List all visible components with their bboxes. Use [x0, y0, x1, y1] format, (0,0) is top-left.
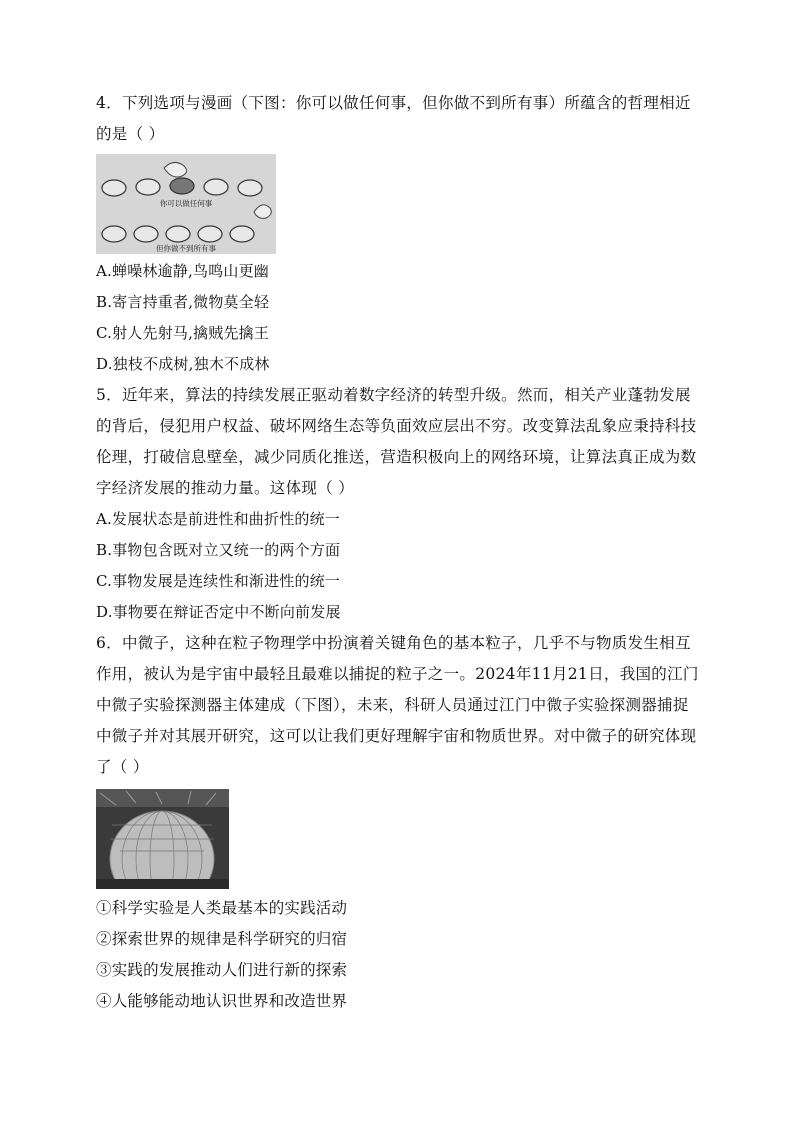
photo-bottom	[96, 879, 229, 889]
question-4-option-c: C.射人先射马,擒贼先擒王	[96, 324, 270, 342]
question-4-stem: 4．下列选项与漫画（下图：你可以做任何事，但你做不到所有事）所蕴含的哲理相近的是（ ）	[96, 94, 691, 143]
question-4-option-d: D.独枝不成树,独木不成林	[96, 355, 270, 373]
cartoon-circle	[102, 226, 126, 242]
cartoon-circle	[102, 180, 126, 196]
question-5-option-d: D.事物要在辩证否定中不断向前发展	[96, 603, 341, 621]
question-4-option-b: B.寄言持重者,微物莫全轻	[96, 293, 270, 311]
cartoon-circle	[136, 179, 160, 195]
cartoon-circle	[204, 179, 228, 195]
cartoon-circle	[230, 226, 254, 242]
exam-page	[96, 88, 700, 1017]
question-4-option-a: A.蝉噪林逾静,鸟鸣山更幽	[96, 262, 269, 280]
cartoon-circle	[198, 226, 222, 242]
question-6-statement-3: ③实践的发展推动人们进行新的探索	[96, 961, 348, 979]
cartoon-circle-filled	[170, 178, 194, 194]
cartoon-circle	[134, 226, 158, 242]
question-6-statement-1: ①科学实验是人类最基本的实践活动	[96, 899, 348, 917]
question-6-statement-2: ②探索世界的规律是科学研究的归宿	[96, 930, 348, 948]
question-5-option-a: A.发展状态是前进性和曲折性的统一	[96, 510, 341, 528]
question-5-option-c: C.事物发展是连续性和渐进性的统一	[96, 572, 341, 590]
question-5-option-b: B.事物包含既对立又统一的两个方面	[96, 541, 341, 559]
neutrino-detector-photo	[96, 789, 229, 889]
cartoon-caption-bottom: 但你做不到所有事	[156, 244, 216, 253]
cartoon-figure	[96, 154, 276, 254]
question-6-stem: 6．中微子，这种在粒子物理学中扮演着关键角色的基本粒子，几乎不与物质发生相互作用，被认为是宇宙中最轻且最难以捕捉的粒子之一。2024年11月21日，我国的江门中微子实验探测器主体建成（下图），未来，科研人员通过江门中微子实验探测器捕捉中微子并对其展开研究，这可以让我们更好理解宇宙和物质世界。对中微子的研究体现了（ ）	[96, 634, 699, 776]
question-5-stem: 5．近年来，算法的持续发展正驱动着数字经济的转型升级。然而，相关产业蓬勃发展的背后，侵犯用户权益、破坏网络生态等负面效应层出不穷。改变算法乱象应秉持科技伦理，打破信息壁垒，减少同质化推送，营造积极向上的网络环境，让算法真正成为数字经济发展的推动力量。这体现（ ）	[96, 386, 697, 497]
question-6-statement-4: ④人能够能动地认识世界和改造世界	[96, 992, 348, 1010]
cartoon-circle	[166, 226, 190, 242]
cartoon-circle	[238, 180, 262, 196]
cartoon-caption-top: 你可以做任何事	[159, 199, 213, 208]
photo-top-structure	[96, 789, 229, 807]
